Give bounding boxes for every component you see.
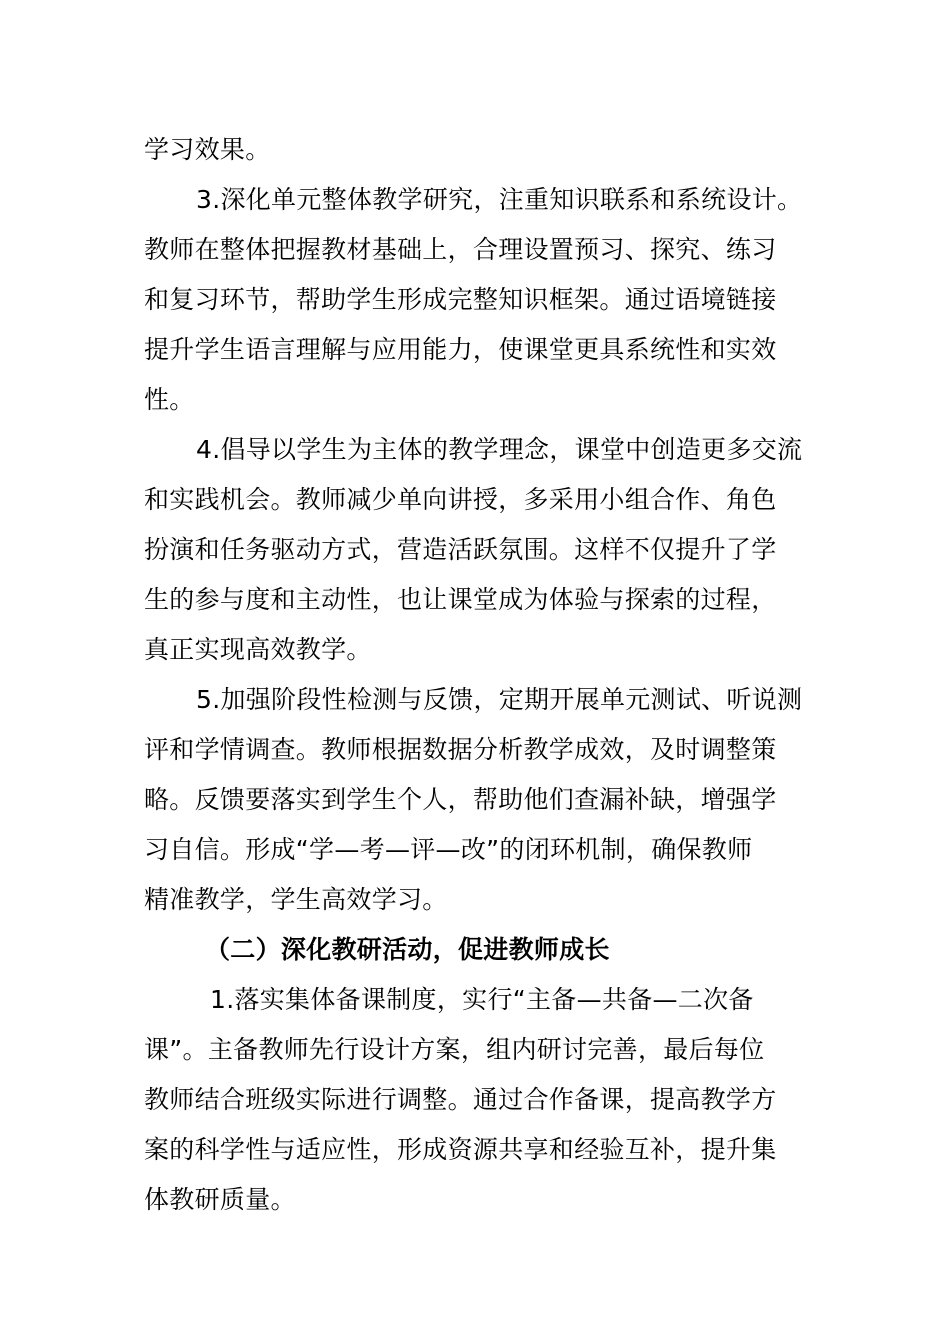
text-line: 生的参与度和主动性，也让课堂成为体验与探索的过程， xyxy=(144,585,777,614)
text-line: 略。反馈要落实到学生个人，帮助他们查漏补缺，增强学 xyxy=(144,785,777,814)
paragraph-3-line: 3.深化单元整体教学研究，注重知识联系和系统设计。 xyxy=(196,185,803,214)
paragraph-5-line: 5.加强阶段性检测与反馈，定期开展单元测试、听说测 xyxy=(196,685,803,714)
text-line: 评和学情调查。教师根据数据分析教学成效，及时调整策 xyxy=(144,735,777,764)
text-line: 体教研质量。 xyxy=(144,1185,296,1214)
text-line: 教师在整体把握教材基础上，合理设置预习、探究、练习 xyxy=(144,235,777,264)
section-heading: （二）深化教研活动，促进教师成长 xyxy=(205,935,610,964)
text-line: 案的科学性与适应性，形成资源共享和经验互补，提升集 xyxy=(144,1135,777,1164)
text-line: 课”。主备教师先行设计方案，组内研讨完善，最后每位 xyxy=(144,1035,765,1064)
text-line: 精准教学，学生高效学习。 xyxy=(144,885,448,914)
text-line: 扮演和任务驱动方式，营造活跃氛围。这样不仅提升了学 xyxy=(144,535,777,564)
text-line: 和复习环节，帮助学生形成完整知识框架。通过语境链接 xyxy=(144,285,777,314)
text-line: 提升学生语言理解与应用能力，使课堂更具系统性和实效 xyxy=(144,335,777,364)
paragraph-4-line: 4.倡导以学生为主体的教学理念，课堂中创造更多交流 xyxy=(196,435,803,464)
text-line: 性。 xyxy=(144,385,195,414)
text-line: 学习效果。 xyxy=(144,135,271,164)
text-line: 真正实现高效教学。 xyxy=(144,635,372,664)
paragraph-1-line: 1.落实集体备课制度，实行“主备—共备—二次备 xyxy=(210,985,754,1014)
text-line: 习自信。形成“学—考—评—改”的闭环机制，确保教师 xyxy=(144,835,753,864)
text-line: 教师结合班级实际进行调整。通过合作备课，提高教学方 xyxy=(144,1085,777,1114)
text-line: 和实践机会。教师减少单向讲授，多采用小组合作、角色 xyxy=(144,485,777,514)
